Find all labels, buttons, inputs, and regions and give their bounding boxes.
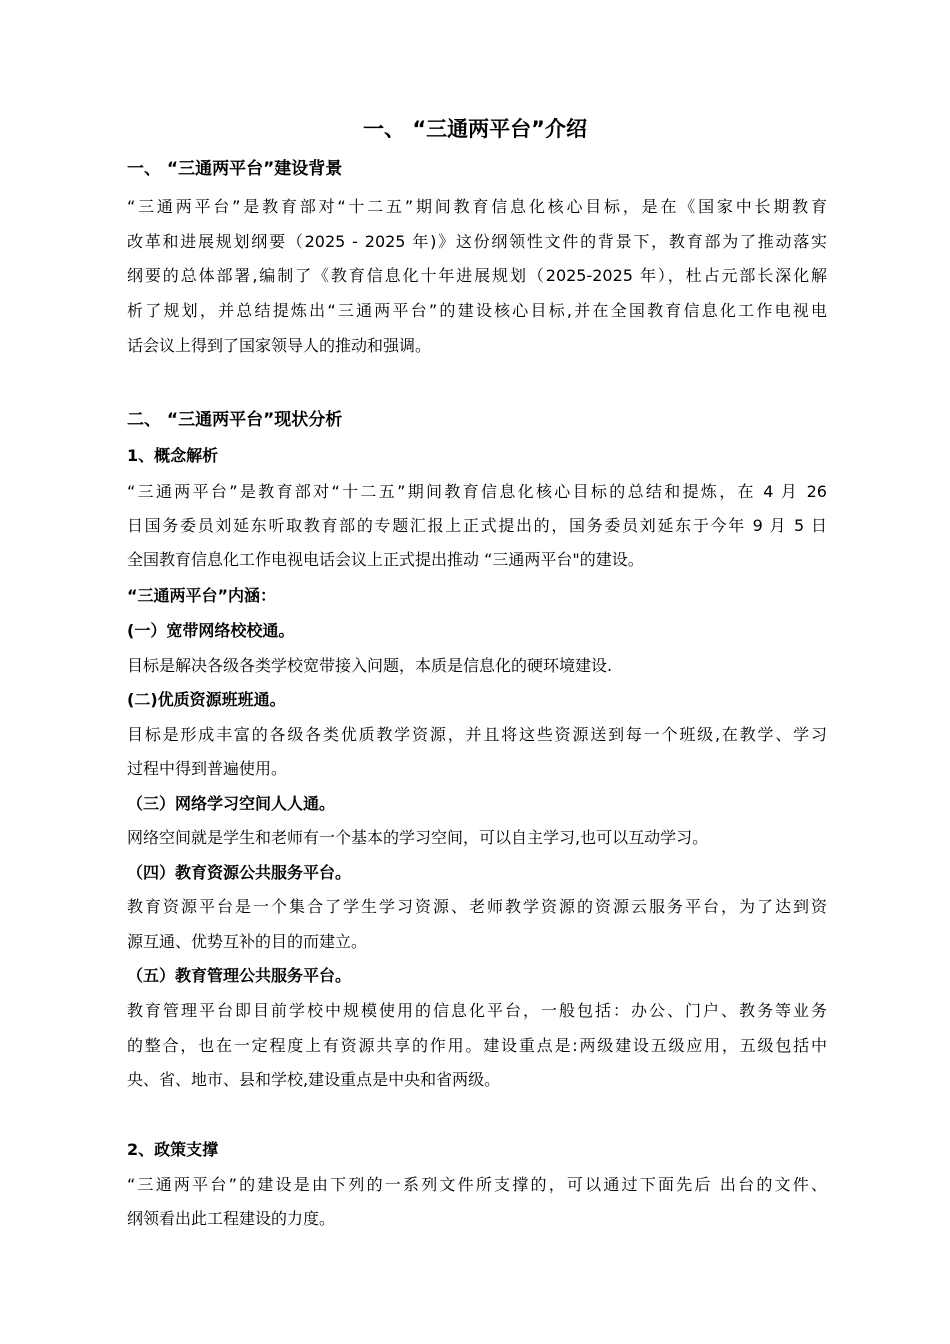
policy-para-line: “三通两平台”的建设是由下列的一系列文件所支撑的，可以通过下面先后 出台的文件、 <box>127 1175 827 1194</box>
item-text-line: 过程中得到普遍使用。 <box>127 759 288 778</box>
section1-para-line: “三通两平台”是教育部对“十二五”期间教育信息化核心目标，是在《国家中长期教育 <box>127 197 827 216</box>
policy-para-line: 纲领看出此工程建设的力度。 <box>127 1209 336 1228</box>
section2-heading: 二、 “三通两平台”现状分析 <box>127 410 343 430</box>
item-text-line: 央、省、地市、县和学校,建设重点是中央和省两级。 <box>127 1070 501 1089</box>
concept-para-line: “三通两平台”是教育部对“十二五”期间教育信息化核心目标的总结和提炼，在 4 月 26 <box>127 482 827 501</box>
item-text-line: 教育资源平台是一个集合了学生学习资源、老师教学资源的资源云服务平台，为了达到资 <box>127 897 827 916</box>
item-heading: （三）网络学习空间人人通。 <box>127 794 336 813</box>
item-text-line: 网络空间就是学生和老师有一个基本的学习空间，可以自主学习,也可以互动学习。 <box>127 828 709 847</box>
item-text-line: 目标是解决各级各类学校宽带接入问题，本质是信息化的硬环境建设. <box>127 656 613 675</box>
document-title: 一、 “三通两平台”介绍 <box>363 117 587 141</box>
section1-para-line: 析了规划，并总结提炼出“三通两平台”的建设核心目标,并在全国教育信息化工作电视电 <box>127 301 827 320</box>
item-text-line: 教育管理平台即目前学校中规模使用的信息化平台，一般包括：办公、门户、教务等业务 <box>127 1001 827 1020</box>
section1-para-line: 纲要的总体部署,编制了《教育信息化十年进展规划（2025-2025 年），杜占元部长深化解 <box>127 266 827 285</box>
concept-para-line: 全国教育信息化工作电视电话会议上正式提出推动 “三通两平台"的建设。 <box>127 550 644 569</box>
concept-para-line: 日国务委员刘延东听取教育部的专题汇报上正式提出的，国务委员刘延东于今年 9 月 5 日 <box>127 516 827 535</box>
item-heading: (一）宽带网络校校通。 <box>127 621 295 640</box>
connotation-label: “三通两平台”内涵： <box>127 586 277 605</box>
item-heading: （五）教育管理公共服务平台。 <box>127 966 352 985</box>
item-text-line: 的整合，也在一定程度上有资源共享的作用。建设重点是:两级建设五级应用，五级包括中 <box>127 1036 827 1055</box>
section1-para-line: 改革和进展规划纲要（2025 - 2025 年)》这份纲领性文件的背景下，教育部为了推动落实 <box>127 232 827 251</box>
concept-heading: 1、概念解析 <box>127 446 219 465</box>
section1-para-line: 话会议上得到了国家领导人的推动和强调。 <box>127 336 432 355</box>
item-text-line: 源互通、优势互补的目的而建立。 <box>127 932 368 951</box>
policy-heading: 2、政策支撑 <box>127 1140 219 1159</box>
item-heading: （四）教育资源公共服务平台。 <box>127 863 352 882</box>
section1-heading: 一、 “三通两平台”建设背景 <box>127 159 343 179</box>
item-heading: (二)优质资源班班通。 <box>127 690 286 709</box>
item-text-line: 目标是形成丰富的各级各类优质教学资源，并且将这些资源送到每一个班级,在教学、学习 <box>127 725 827 744</box>
